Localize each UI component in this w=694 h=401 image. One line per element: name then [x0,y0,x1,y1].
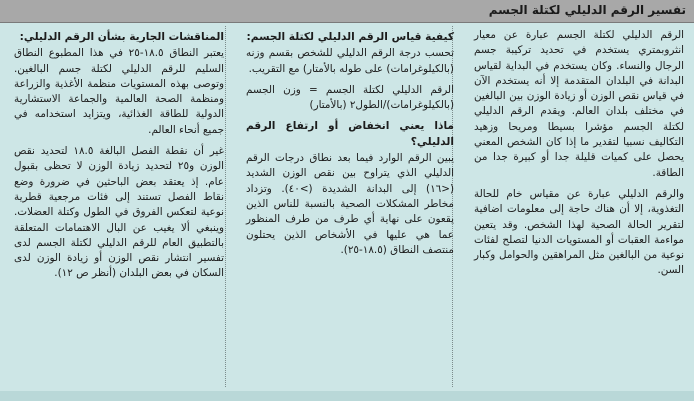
how-to-measure-heading: كيفية قياس الرقم الدليلي لكتلة الجسم: [246,31,454,43]
column-divider [225,26,226,387]
title-bar [0,0,694,23]
column-middle [246,28,454,264]
bmi-definition-paragraph: الرقم الدليلي لكتلة الجسم عبارة عن معيار انثروبمتري يستخدم في تحديد تركيبة جسم الرجال والنساء. وكان يستخدم في البداية لقياس البدانة في البلدان المتقدمة إلا أنه يستخدم الآن في قياس نقص الوزن أو زيادة الوزن بين البالغين في مختلف بلدان العالم. ويقدم الرقم الدليلي لكتلة الجسم مؤشرا بسيطا ومريحا وزهيد التكاليف نسبيا لتقدير ما إذا كان الشخص المعني يحصل على كميات قليلة جدا أو كبيرة جدا من الطاقة. [474,29,684,179]
bmi-limitations-paragraph: والرقم الدليلي عبارة عن مقياس خام للحالة التغذوية، إلا أن هناك حاجة إلى معلومات اضافية لتقرير الحالة الصحية لهذا الشخص. وقد يتعين مواءمة العقبات أو المستويات الدنيا لتصلح لفئات نوعية من البالغين مثل المراهقين والحوامل وكبار السن. [474,187,684,277]
healthy-range-paragraph: يعتبر النطاق ١٨.٥-٢٥ في هذا المطبوع النطاق السليم للرقم الدليلي لكتلة جسم البالغين. وتوصى بهذه المستويات منظمة الأغذية والزراعة ومنظمة الصحة العالمية والجماعة الاستشارية الدولية للطاقة الغذائية، ويتزايد استخدامه في جميع أنحاء العالم. [14,47,224,136]
ongoing-debates-heading: المناقشات الجارية بشأن الرقم الدليلي: [19,31,224,43]
how-to-measure-paragraph: تحسب درجة الرقم الدليلي للشخص بقسم وزنه (بالكيلوغرامات) على طوله بالأمتار) مع التقريب. [246,47,454,75]
column-left [14,28,224,288]
box-title: تفسير الرقم الدليلي لكتلة الجسم [488,3,686,17]
bmi-formula: الرقم الدليلي لكتلة الجسم = وزن الجسم (بالكيلوغرامات)/الطول٢ (بالأمتار) [246,83,454,112]
low-high-meaning-heading: ماذا يعني انخفاض أو ارتفاع الرقم الدليلي؟ [246,120,454,148]
column-right [474,28,684,285]
low-high-meaning-paragraph: يبين الرقم الوارد فيما بعد نطاق درجات الرقم الدليلي الذي يتراوح بين نقص الوزن الشديد (<١٦) إلى البدانة الشديدة (>٤٠). وتزداد مخاطر المشكلات الصحية بالنسبة للناس الذين يقعون على نهاية أي طرف من طرف المنظور عما هي عليها في الأشخاص الذين يحتلون منتصف النطاق (١٨.٥-٢٥). [246,152,454,256]
cutoff-debate-paragraph: غير أن نقطة الفصل البالغة ١٨.٥ لتحديد نقص الوزن و٢٥ لتحديد زيادة الوزن لا تحظى بقبول عام. إذ يعتقد بعض الباحثين في ضرورة وضع نقاط الفصل تستند إلى فئات مرجعية قطرية نوعية لتعكس الفروق في الطول وكتلة العضلات. وينبغي ألا يغيب عن البال الاهتمامات المتعلقة بالتطبيق العام للرقم الدليلي لكتلة الجسم لدى تفسير انتشار نقص الوزن أو زيادة الوزن لدى السكان في بعض البلدان (أنظر ص ١٢). [14,145,224,280]
bottom-strip [0,391,694,401]
